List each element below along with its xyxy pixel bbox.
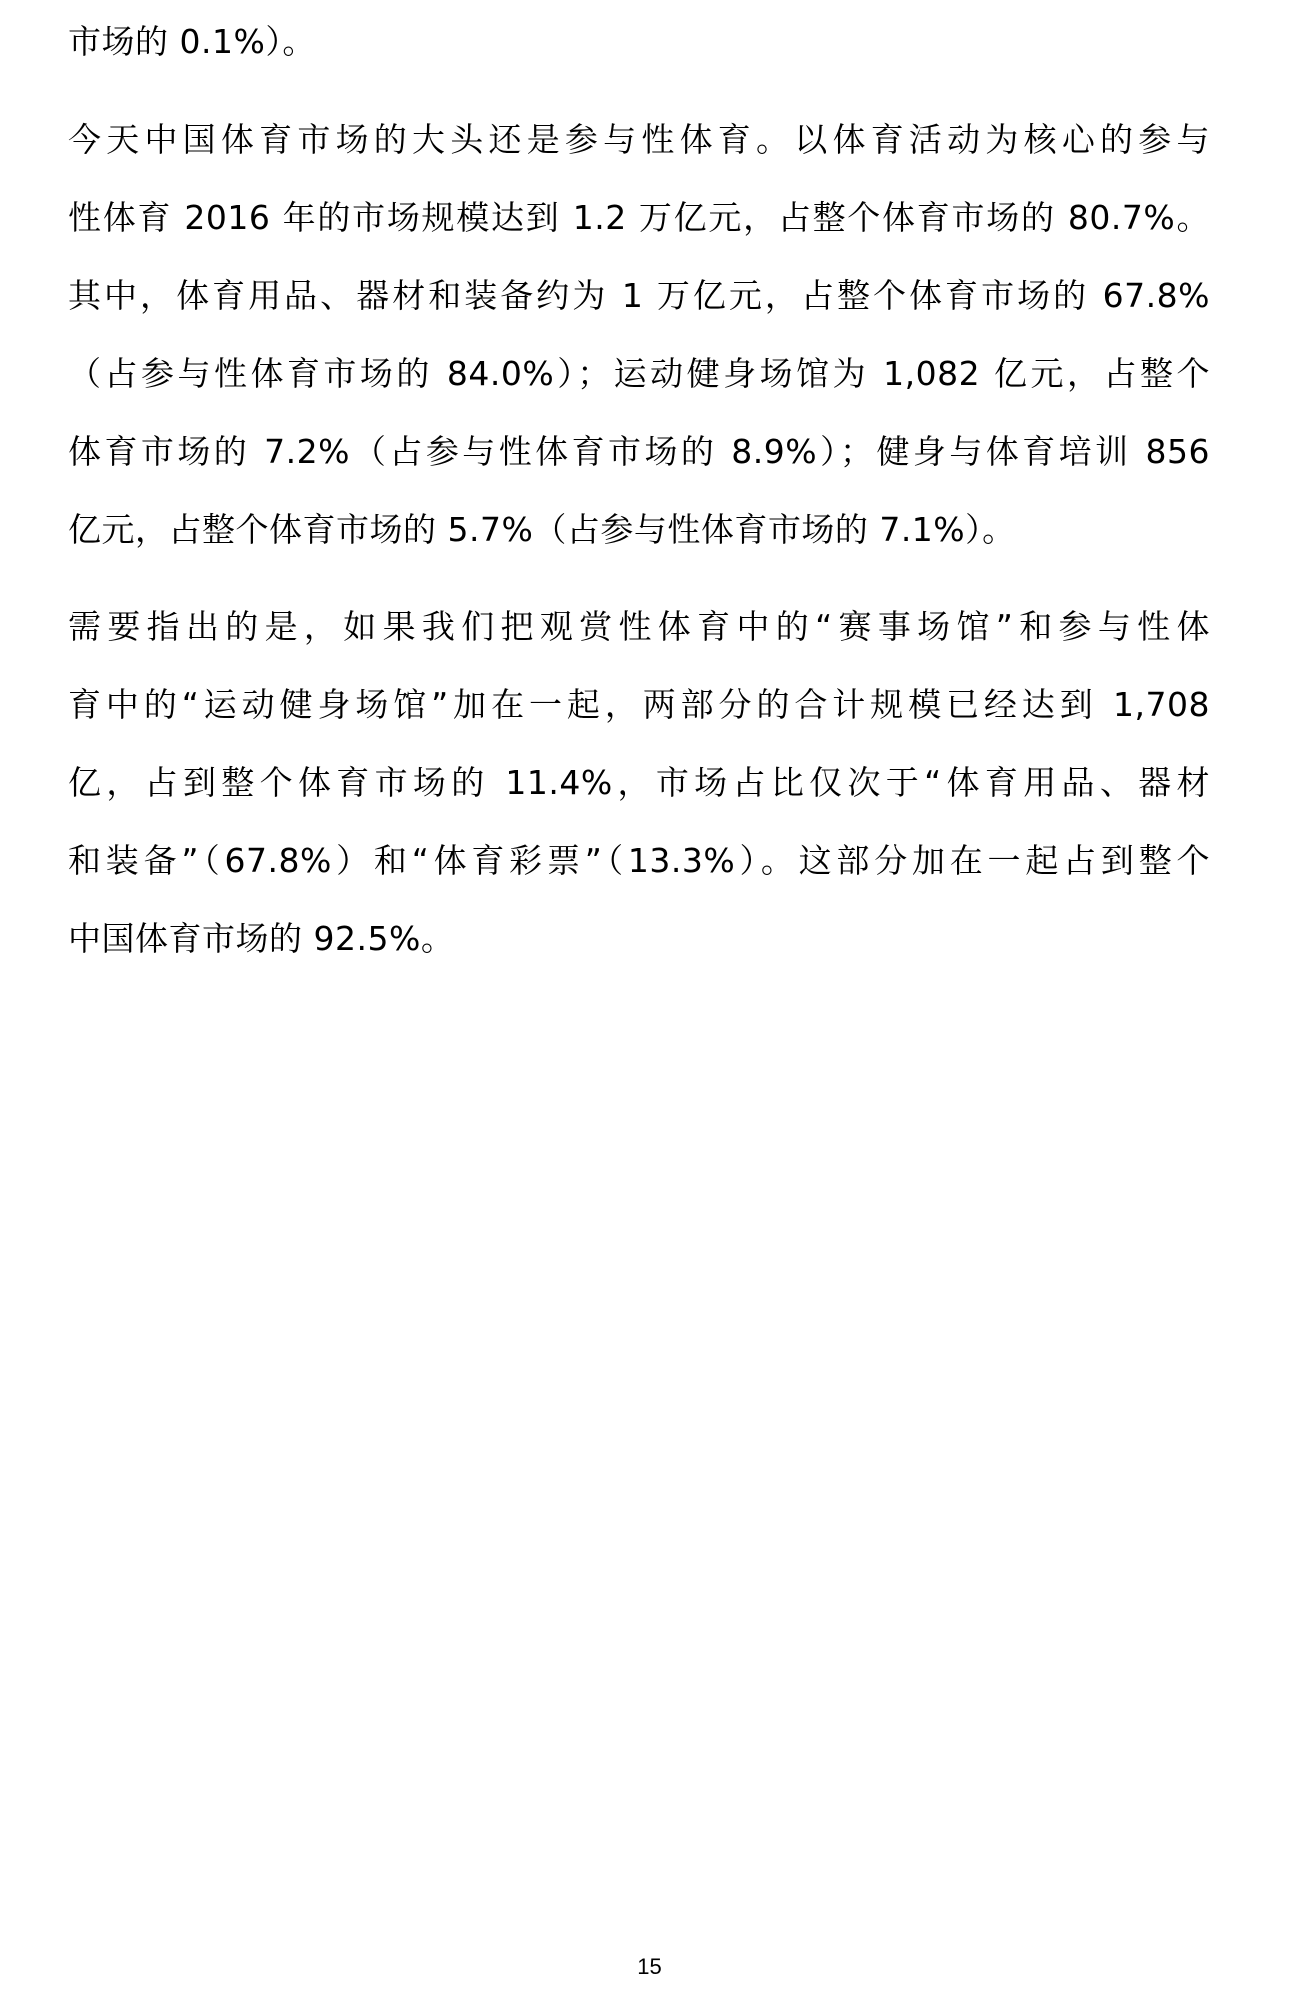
text-line: 中国体育市场的 92.5%。: [68, 919, 455, 958]
text-line: （占参与性体育市场的 84.0%）；运动健身场馆为 1,082 亿元，占整个: [68, 354, 1210, 393]
text-line: 亿，占到整个体育市场的 11.4%，市场占比仅次于“体育用品、器材: [68, 763, 1210, 802]
text-line: 育中的“运动健身场馆”加在一起，两部分的合计规模已经达到 1,708: [68, 685, 1210, 724]
text-line: 性体育 2016 年的市场规模达到 1.2 万亿元，占整个体育市场的 80.7%。: [68, 198, 1210, 237]
text-line: 其中，体育用品、器材和装备约为 1 万亿元，占整个体育市场的 67.8%: [68, 276, 1210, 315]
text-line: 市场的 0.1%）。: [68, 22, 316, 61]
page-number: 15: [637, 1954, 662, 1979]
text-line: 体育市场的 7.2%（占参与性体育市场的 8.9%）；健身与体育培训 856: [68, 432, 1210, 471]
text-line: 和装备”（67.8%）和“体育彩票”（13.3%）。这部分加在一起占到整个: [68, 841, 1210, 880]
text-line: 亿元，占整个体育市场的 5.7%（占参与性体育市场的 7.1%）。: [68, 510, 1016, 549]
text-line: 需要指出的是，如果我们把观赏性体育中的“赛事场馆”和参与性体: [68, 607, 1210, 646]
text-line: 今天中国体育市场的大头还是参与性体育。以体育活动为核心的参与: [68, 120, 1210, 159]
